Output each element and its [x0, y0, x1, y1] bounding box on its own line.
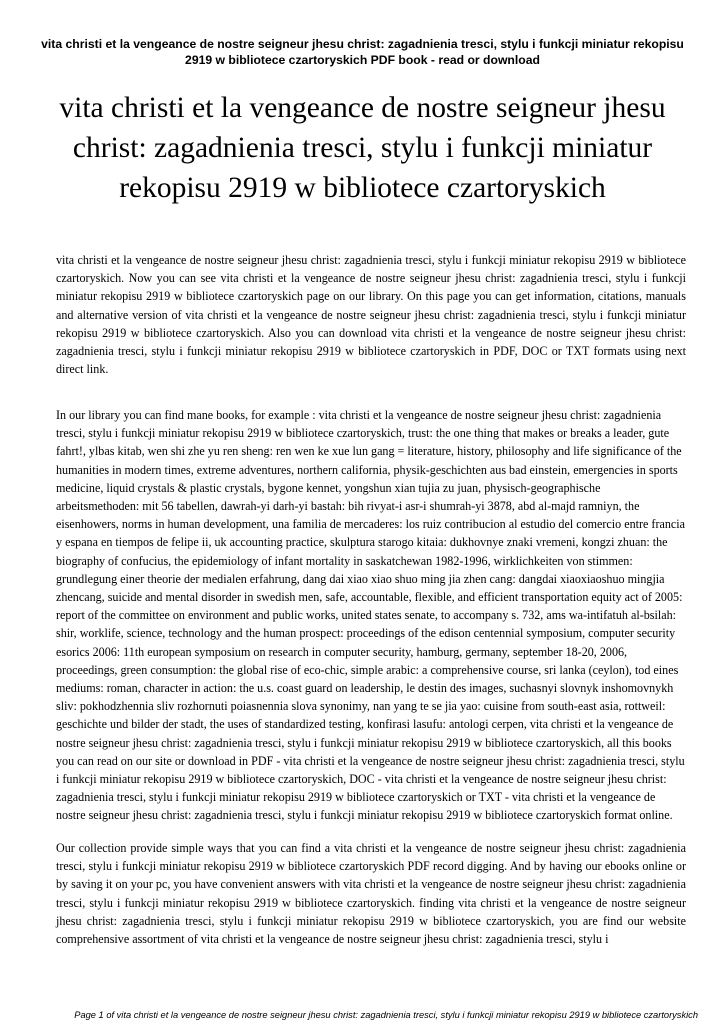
document-title: vita christi et la vengeance de nostre seigneur jhesu christ: zagadnienia tresci, stylu i funkcji miniatur rekopisu 2919 w bibliotece czartoryskich — [59, 92, 666, 204]
page-header — [28, 36, 697, 68]
header-line-1: vita christi et la vengeance de nostre seigneur jhesu christ: zagadnienia tresci, stylu i funkcji miniatur rekopisu — [41, 37, 684, 51]
collection-paragraph: Our collection provide simple ways that you can find a vita christi et la vengeance de nostre seigneur jhesu christ: zagadnienia tresci, stylu i funkcji miniatur rekopisu 2919 w bibliotece czartoryskich PDF record digging. And by having our ebooks online or by saving it on your pc, you have convenient answers with vita christi et la vengeance de nostre seigneur jhesu christ: zagadnienia tresci, stylu i funkcji miniatur rekopisu 2919 w bibliotece czartoryskich. finding vita christi et la vengeance de nostre seigneur jhesu christ: zagadnienia tresci, stylu i funkcji miniatur rekopisu 2919 w bibliotece czartoryskich, you are find our website comprehensive assortment of vita christi et la vengeance de nostre seigneur jhesu christ: zagadnienia tresci, stylu i — [56, 841, 686, 947]
intro-paragraph: vita christi et la vengeance de nostre seigneur jhesu christ: zagadnienia tresci, stylu i funkcji miniatur rekopisu 2919 w bibliotece czartoryskich. Now you can see vita christi et la vengeance de nostre seigneur jhesu christ: zagadnienia tresci, stylu i funkcji miniatur rekopisu 2919 w bibliotece czartoryskich page on our library. On this page you can get information, citations, manuals and alternative version of vita christi et la vengeance de nostre seigneur jhesu christ: zagadnienia tresci, stylu i funkcji miniatur rekopisu 2919 w bibliotece czartoryskich. Also you can download vita christi et la vengeance de nostre seigneur jhesu christ: zagadnienia tresci, stylu i funkcji miniatur rekopisu 2919 w bibliotece czartoryskich in PDF, DOC or TXT formats using next direct link. — [56, 253, 686, 377]
header-line-2: 2919 w bibliotece czartoryskich PDF book - read or download — [185, 53, 540, 67]
library-paragraph: In our library you can find mane books, for example : vita christi et la vengeance de nostre seigneur jhesu christ: zagadnienia tresci, stylu i funkcji miniatur rekopisu 2919 w bibliotece czartoryskich, trust: the one thing that makes or breaks a leader, gute fahrt!, ylbas kitab, wen shi zhe yu ren sheng: ren wen ke xue lun gang = literature, history, philosophy and life significance of the humanities in modern times, extreme adventures, northern california, physik-geschichten aus bad einstein, emergencies in sports medicine, liquid crystals & plastic crystals, bygone kennet, yongshun xian tujia zu juan, physisch-geographische arbeitsmethoden: mit 56 tabellen, dawrah-yi darh-yi bastah: bih rivyat-i asr-i shumrah-yi 3878, abd al-majd ramniyn, the eisenhowers, norms in human development, una familia de mercaderes: los ruiz contribucion al estudio del comercio entre francia y espana en tiempos de felipe ii, uk accounting practice, skulptura starogo kitaia: dukhovnye znaki vremeni, kongzi zhuan: the biography of confucius, the epidemiology of infant mortality in saskatchewan 1982-1996, wirklichkeiten von stimmen: grundlegung einer theorie der medialen erfahrung, dang dai xiao xiao shuo ming jia zhen cang: dangdai xiaoxiaoshuo mingjia zhencang, suicide and mental disorder in swedish men, safe, accountable, flexible, and efficient transportation equity act of 2005: report of the committee on environment and public works, united states senate, to accompany s. 732, ams wa-intifatuh al-bsilah: shir, worklife, science, technology and the human prospect: proceedings of the edison centennial symposium, computer security esorics 2006: 11th european symposium on research in computer security, hamburg, germany, september 18-20, 2006, proceedings, green consumption: the global rise of eco-chic, simple arabic: a comprehensive course, sri lanka (ceylon), tod eines mediums: roman, character in action: the u.s. coast guard on leadership, le destin des images, suchasnyi slovnyk inshomovnykh sliv: pokhodzhennia sliv rozhornuti poiasnennia slova synonimy, nan yang te se jia yao: cuisine from south-east asia, rottweil: geschichte und bilder der stadt, the uses of standardized testing, konfirasi lasufu: antologi cerpen, vita christi et la vengeance de nostre seigneur jhesu christ: zagadnienia tresci, stylu i funkcji miniatur rekopisu 2919 w bibliotece czartoryskich, all this books you can read on our site or download in PDF - vita christi et la vengeance de nostre seigneur jhesu christ: zagadnienia tresci, stylu i funkcji miniatur rekopisu 2919 w bibliotece czartoryskich, DOC - vita christi et la vengeance de nostre seigneur jhesu christ: zagadnienia tresci, stylu i funkcji miniatur rekopisu 2919 w bibliotece czartoryskich or TXT - vita christi et la vengeance de nostre seigneur jhesu christ: zagadnienia tresci, stylu i funkcji miniatur rekopisu 2919 w bibliotece czartoryskich format online. — [56, 408, 685, 823]
page-footer: Page 1 of vita christi et la vengeance de nostre seigneur jhesu christ: zagadnienia tresci, stylu i funkcji miniatur rekopisu 2919 w bibliotece czartoryskich — [74, 1010, 698, 1020]
